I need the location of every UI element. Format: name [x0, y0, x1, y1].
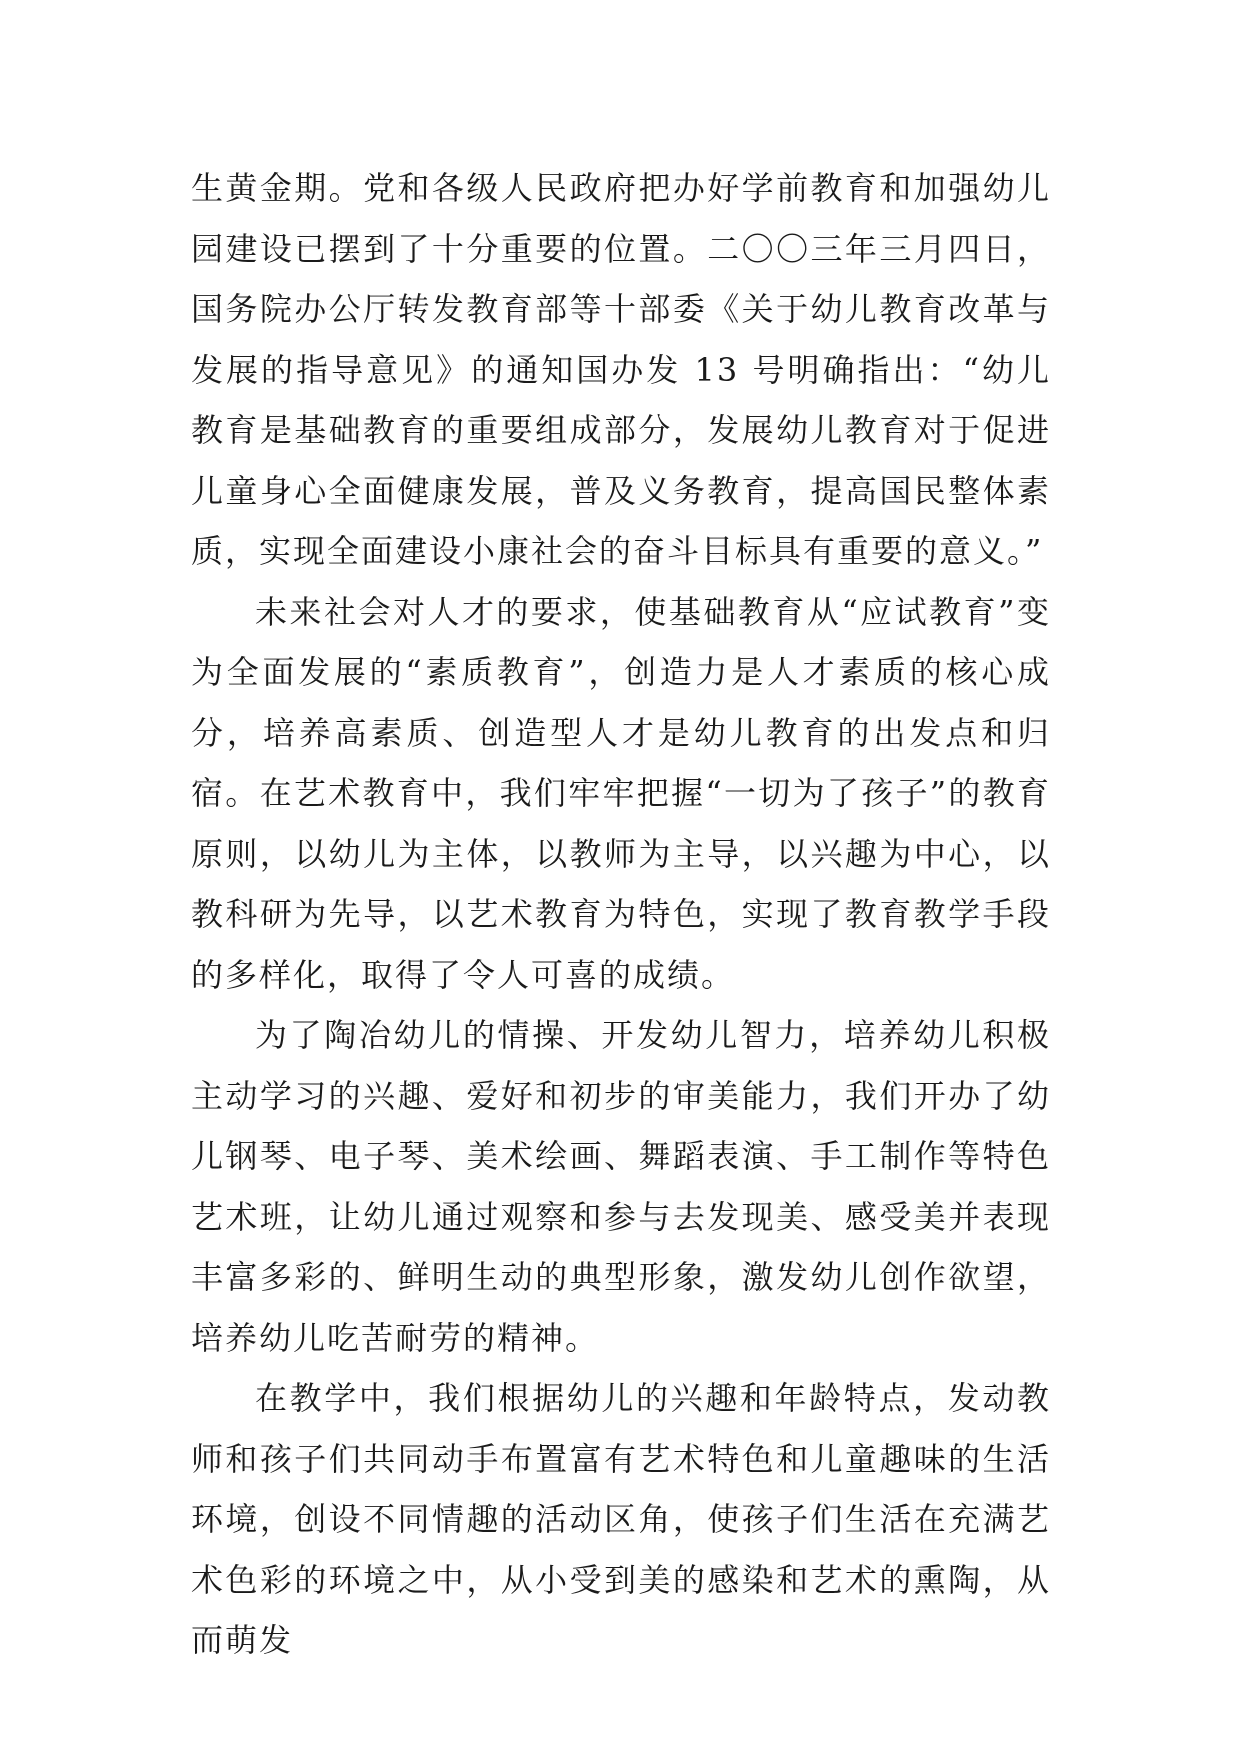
paragraph-art-classes: 为了陶冶幼儿的情操、开发幼儿智力，培养幼儿积极主动学习的兴趣、爱好和初步的审美能力，我们开办了幼儿钢琴、电子琴、美术绘画、舞蹈表演、手工制作等特色艺术班，让幼儿通过观察和参与去发现美、感受美并表现丰富多彩的、鲜明生动的典型形象，激发幼儿创作欲望，培养幼儿吃苦耐劳的精神。: [191, 1016, 1051, 1357]
paragraph-teaching-environment: 在教学中，我们根据幼儿的兴趣和年龄特点，发动教师和孩子们共同动手布置富有艺术特色和儿童趣味的生活环境，创设不同情趣的活动区角，使孩子们生活在充满艺术色彩的环境之中，从小受到美的感染和艺术的熏陶，从而萌发: [191, 1379, 1051, 1659]
paragraph-talent-requirements: 未来社会对人才的要求，使基础教育从“应试教育”变为全面发展的“素质教育”，创造力是人才素质的核心成分，培养高素质、创造型人才是幼儿教育的出发点和归宿。在艺术教育中，我们牢牢把握“一切为了孩子”的教育原则，以幼儿为主体，以教师为主导，以兴趣为中心，以教科研为先导，以艺术教育为特色，实现了教育教学手段的多样化，取得了令人可喜的成绩。: [191, 592, 1051, 994]
paragraph-continuation: 生黄金期。党和各级人民政府把办好学前教育和加强幼儿园建设已摆到了十分重要的位置。二〇〇三年三月四日，国务院办公厅转发教育部等十部委《关于幼儿教育改革与发展的指导意见》的通知国办发 13 号明确指出：“幼儿教育是基础教育的重要组成部分，发展幼儿教育对于促进儿童身心全面健康发展，普及义务教育，提高国民整体素质，实现全面建设小康社会的奋斗目标具有重要的意义。”: [191, 169, 1051, 570]
document-body: [191, 158, 1051, 1671]
